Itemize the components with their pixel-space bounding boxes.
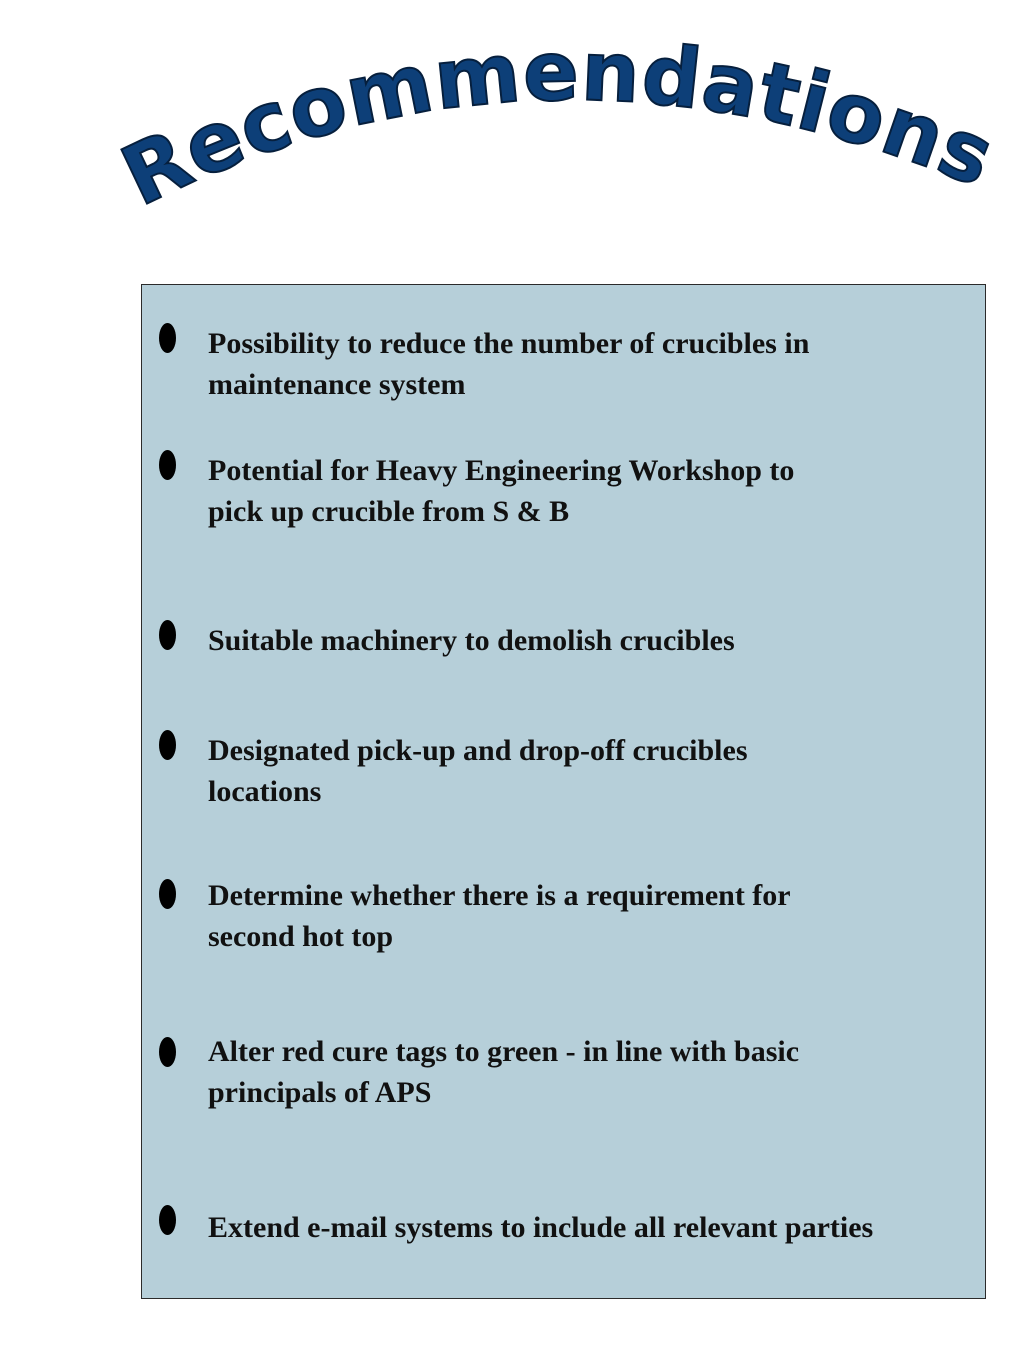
page-title: [108, 24, 1007, 224]
bullet-icon: [159, 450, 176, 480]
title-banner: [0, 0, 1024, 260]
title-arc-svg: [0, 0, 1024, 260]
bullet-icon: [159, 1205, 176, 1235]
bullet-icon: [159, 879, 176, 909]
list-item-text: Possibility to reduce the number of crucibles in maintenance system: [208, 327, 810, 401]
bullet-icon: [159, 730, 176, 760]
bullet-icon: [159, 323, 176, 353]
bullet-icon: [159, 620, 176, 650]
bullet-icon: [159, 1037, 176, 1067]
recommendations-panel: [141, 284, 986, 1299]
list-item-text: Extend e-mail systems to include all relevant parties: [208, 1211, 874, 1244]
list-item-text: Alter red cure tags to green - in line with basic principals of APS: [208, 1035, 800, 1109]
page-title-text: Recommendations: [108, 24, 1008, 225]
list-item-text: Designated pick-up and drop-off crucibles locations: [208, 734, 748, 808]
list-item-text: Potential for Heavy Engineering Workshop to pick up crucible from S & B: [208, 454, 795, 528]
list-item-text: Determine whether there is a requirement for second hot top: [208, 879, 791, 953]
list-item-text: Suitable machinery to demolish crucibles: [208, 624, 735, 657]
